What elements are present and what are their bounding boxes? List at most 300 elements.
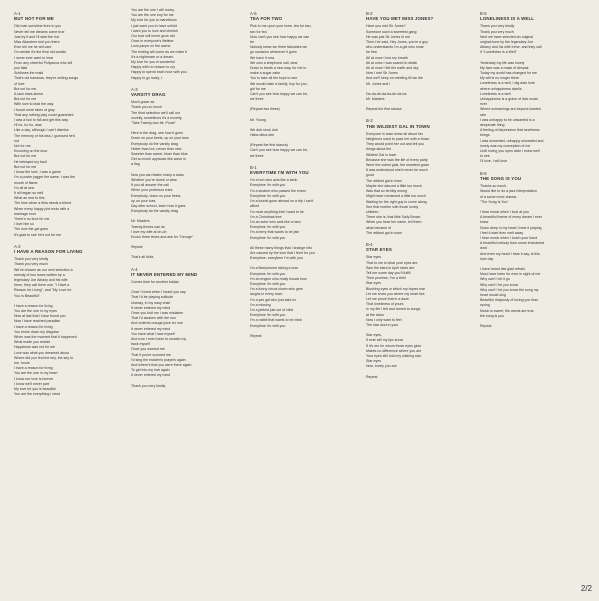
lyric-line: You are the one boy for me — [131, 13, 174, 18]
lyric-line: Uneasy, in my easy chair — [131, 300, 171, 305]
song-title: STAR EYES — [366, 247, 392, 253]
lyric-line: I'm all at sea — [14, 185, 34, 190]
lyric-line: Happy to go lucky, I — [131, 75, 162, 80]
lyric-line: Twenty-threes can do — [131, 224, 165, 229]
lyric-line: river — [480, 102, 487, 107]
lyric-line: That I'd be playing solitude — [131, 295, 174, 300]
lyric-line: girl for me — [250, 86, 266, 91]
lyric-line: lonely was my conception of me — [480, 143, 531, 148]
lyric-line: Why can't I let you know the song my — [480, 287, 539, 292]
lyric-line: Albany and his wife Irene, and they call — [480, 45, 542, 50]
lyric-line: But not for me — [14, 86, 37, 91]
lyric-line: We've chosen as our next selection a — [14, 267, 73, 272]
lyric-line: My face was a mask of despair — [480, 65, 529, 70]
lyric-line: heart would sing — [480, 292, 506, 297]
lyric-line: Happiness was not for me — [14, 345, 56, 350]
song-section — [366, 118, 476, 235]
lyric-line: That to me is what your eyes are — [366, 260, 418, 265]
lyric-line: Beautiful rhapsody of loving you than — [480, 298, 539, 303]
lyric-line: Let me prove that in a daze — [366, 296, 409, 301]
page-number: 2/2 — [580, 584, 592, 593]
lyric-line: Much grace as — [131, 100, 155, 105]
song-section — [131, 8, 241, 81]
lyric-line: Down on your heels, up on your toes — [131, 136, 189, 141]
lyric-line: go occasion whenever it goes — [250, 50, 297, 55]
song-title: TEA FOR TWO — [250, 16, 283, 22]
lyric-line: Sweeter than sweet, bluer than blue — [131, 152, 188, 157]
lyric-line: I'm a Barrymoore taking a bow — [250, 266, 298, 271]
lyric-line: Music is sweet, the words are true, — [480, 308, 535, 313]
lyrics-column — [131, 8, 241, 395]
lyric-line: The love the gal goes — [14, 227, 48, 232]
lyric-line: What made you realize — [14, 340, 51, 345]
lyric-line: If you all answer the call — [131, 183, 169, 188]
lyric-line: Everytime I'm with you — [250, 271, 286, 276]
lyric-line: Repeat the first stanza — [366, 107, 402, 112]
lyric-line: Star eyes — [366, 359, 381, 364]
lyric-line: Thanks so much. — [480, 184, 508, 189]
lyric-line: That any ruthing play could guarantee — [14, 112, 74, 117]
lyric-line: Where did you find the key, the key to — [14, 355, 74, 360]
lyric-line: of love — [14, 81, 25, 86]
lyric-line: Just try it and I'll start the riot — [14, 34, 60, 39]
song-title: EVERYTIME I'M WITH YOU — [250, 170, 309, 176]
lyric-line: You to take all the boys to see — [250, 76, 298, 81]
lyric-line: Now can't you see how happy we can — [250, 34, 310, 39]
lyric-line: Might have romanced a little too much — [366, 194, 426, 199]
lyric-line: be free — [366, 50, 378, 55]
lyric-line: I'm a poster jagger the same, I was the — [14, 175, 76, 180]
lyric-line: I hear music when I touch your hand — [480, 235, 538, 240]
lyric-line: be — [250, 40, 254, 45]
lyric-line: Blushing eyes in which my hopes rise — [366, 286, 425, 291]
lyric-line: A beautiful theme of every dream I ever — [480, 215, 542, 220]
lyric-line: we three — [250, 97, 264, 102]
lyric-line: I love my wife at oh-oh — [131, 229, 167, 234]
lyric-line: It all began so well — [14, 190, 44, 195]
lyric-line: In my life I felt and turned to songs — [366, 307, 421, 312]
lyric-line: (Repeat two times) — [250, 107, 280, 112]
lyric-line: Once you warned me — [131, 347, 165, 352]
lyric-line: Repeat — [131, 245, 143, 250]
lyric-line: That loneliness of yours — [366, 302, 404, 307]
lyric-line: I'd sing the maiden's prayers again — [131, 357, 186, 362]
lyric-line: Mr. Masters — [131, 219, 150, 224]
lyric-line: brings — [480, 133, 490, 138]
lyric-line: You broke down my disguise — [14, 329, 60, 334]
lyric-line: The star dust in your — [366, 322, 399, 327]
lyric-line: That I'd awaken with the sun — [131, 316, 176, 321]
lyric-line: melody of two tunes written by a — [14, 272, 65, 277]
lyric-line: It's a nightmare or a dream — [131, 54, 174, 59]
lyric-line: Then I've said, Hey Jones, you're a guy — [366, 40, 428, 45]
lyric-line: Mr. Jones and I — [366, 81, 391, 86]
lyric-line: Once in everyone's lifetime — [131, 39, 174, 44]
lyric-line: Thank you so much — [131, 105, 162, 110]
lyric-line: good — [366, 173, 374, 178]
lyric-line: I'm most anything that I want to be — [250, 209, 304, 214]
lyric-line: Get so much applause like wave in — [131, 157, 186, 162]
lyric-line: Irene, they call them one, "I Have a — [14, 283, 70, 288]
lyric-line: Never tell me dreams come true — [14, 29, 65, 34]
lyric-line: Everytime I'm with you — [250, 183, 286, 188]
lyric-line: You are the one I will marry, — [131, 8, 175, 12]
lyric-line: things about the — [366, 147, 392, 152]
lyric-line: Now I have reached paradise — [14, 319, 61, 324]
lyric-line: Sublimes the maid — [14, 71, 44, 76]
lyric-line: All at once I felt the earth and sky — [366, 66, 419, 71]
lyric-line: Neighbors used to pass her with a frown — [366, 137, 430, 142]
lyric-line: Where screamings are beyond wanted — [480, 107, 541, 112]
lyric-line: Why can't I let it go — [480, 277, 510, 282]
lyric-line: Nobody knew we three fabulates we — [250, 45, 307, 50]
lyric-line: If ever will my lips know — [366, 338, 404, 343]
lyric-line: Maybe she danced a little too much — [366, 183, 422, 188]
song-section — [480, 11, 590, 165]
lyric-line: Knock three times and ask for "George" — [131, 234, 194, 239]
lyric-line: who understands I'm a gal who must — [366, 45, 424, 50]
lyric-line: land — [480, 246, 487, 251]
lyric-line: Someone such a sweetest gang — [366, 29, 417, 34]
lyric-line: Pick to me upon your knee, tea for two, — [250, 24, 312, 29]
lyric-line: Whether you're dumb or wise — [131, 177, 178, 182]
lyric-line: Your eyes still hold my wishing star — [366, 353, 421, 358]
track-number: B-4 — [366, 241, 373, 247]
lyric-line: Thank you very kindly — [14, 257, 49, 262]
lyric-line: I have a reason for living — [14, 366, 53, 371]
lyric-line: I'm an engine who really knows how — [250, 276, 307, 281]
lyric-line: Down deep in my heart I hear it playing — [480, 225, 542, 230]
lyric-line: Now I only want to feel — [366, 317, 402, 322]
song-section — [366, 242, 476, 380]
lyric-line: They would point her out and tell you — [366, 142, 424, 147]
lyric-line: not — [14, 138, 19, 143]
track-number: B-1 — [250, 164, 257, 170]
lyric-line: Thank you very much — [480, 29, 514, 34]
lyric-line: rain — [480, 112, 486, 117]
song-title: HAVE YOU MET MISS JONES? — [366, 16, 434, 22]
lyric-line: I'm certain it's the final old curtain — [14, 50, 67, 55]
lyric-line: I was a fool to fall and get this way — [14, 118, 69, 123]
lyric-line: Why can't I let you know — [480, 282, 519, 287]
track-number: A-5 — [250, 11, 257, 16]
lyric-line: Thank you very kindly — [480, 24, 515, 29]
lyric-line: And where's that you were there again — [131, 362, 192, 367]
lyric-line: I'll love, I will love — [480, 159, 508, 164]
lyric-line: desperate thing — [480, 123, 505, 128]
lyric-line: afford — [250, 204, 260, 209]
lyric-line: spring — [480, 303, 490, 308]
lyric-line: What an end to this — [14, 196, 45, 201]
lyric-line: where unhappiness dwells — [480, 86, 522, 91]
lyric-line: Let me show you where my heart lies — [366, 291, 425, 296]
song-section — [250, 165, 360, 339]
lyric-line: Repeat — [366, 374, 378, 379]
lyric-line: up on your toes — [131, 198, 156, 203]
song-title: THE SONG IS YOU — [480, 176, 522, 182]
lyric-line: Da-da-de-da-ba-de-da-ba — [366, 91, 407, 96]
lyric-line: Can't you see how happy we can be, — [250, 148, 308, 153]
song-section — [250, 11, 360, 159]
lyric-line: Star eyes — [366, 281, 381, 286]
lyric-line: All at once I lost my breath — [366, 55, 408, 60]
lyrics-column — [14, 8, 124, 403]
lyric-line: It never entered my mind — [131, 373, 171, 378]
lyric-line: Tell me some day you'll fulfill — [366, 270, 411, 275]
lyric-line: I'm a berry that wants to be jam — [250, 230, 300, 235]
lyric-line: Love jumps on the scene — [131, 44, 171, 49]
lyric-line: I love him so — [14, 222, 34, 227]
lyric-line: And even my heart I hear it say, is this — [480, 251, 540, 256]
lyric-line: Mr. Masters — [366, 97, 385, 102]
lyric-line: He was just Sir Jones to me — [366, 34, 410, 39]
lyric-line: "Take Twenty-two Mr. Poule" — [131, 121, 176, 126]
lyric-line: Would like to do a jazz interpretation — [480, 189, 538, 194]
lyric-line: My love for you is marvellous — [131, 18, 177, 23]
lyric-line: You are the one in my heart — [14, 371, 58, 376]
lyric-line: You are the everything I need — [14, 392, 61, 397]
lyric-line: I'm a funny circus clown who gets — [250, 287, 303, 292]
song-title: I HAVE A REASON FOR LIVING — [14, 249, 83, 255]
lyric-line: I'm a Christmas tree — [250, 214, 282, 219]
lyric-line: But not for me — [14, 97, 37, 102]
lyric-line: If it's me for whom those eyes glow — [366, 343, 422, 348]
lyric-line: at the skies — [366, 312, 384, 317]
song-section — [14, 11, 124, 238]
lyric-line: Everybody do the varsity drag — [131, 209, 178, 214]
lyric-line: I hear music when I look at you — [480, 209, 529, 214]
lyric-line: We dub shub dub — [250, 127, 278, 132]
song-section — [131, 87, 241, 261]
lyric-line: Their promise, I've a thrill — [366, 276, 406, 281]
lyric-line: It never entered my mind — [131, 305, 171, 310]
lyric-line: (Repeat the first stanza) — [250, 143, 288, 148]
lyric-line: a flag — [131, 162, 140, 167]
lyric-line: Day after school, learn how it goes — [131, 203, 186, 208]
lyric-line: Everytime I'm with you — [250, 225, 286, 230]
lyric-line: The ending will come as we make it — [131, 49, 187, 54]
lyric-line: Once you told me I was mistaken — [131, 310, 184, 315]
lyric-line: There's no knot for me — [14, 216, 50, 221]
lyric-line: marriage knot — [14, 211, 36, 216]
lyric-line: You are the one in my eyes — [14, 308, 57, 313]
lyric-line: It was understood she'd never be much — [366, 168, 428, 173]
lyric-line: I'm an actor who acts like a ham — [250, 219, 301, 224]
lyric-line: Saw the stars in April skies are — [366, 265, 415, 270]
lyric-line: original tune by the legendary Joe — [480, 40, 534, 45]
lyric-line: legendary Joe Albany and his wife — [14, 277, 68, 282]
lyric-line: Thank you very much — [14, 262, 48, 267]
lyric-line: I feel it start then melt away — [480, 230, 524, 235]
lyric-line: the song is you — [480, 313, 504, 318]
lyric-line: With love to lead the way — [14, 102, 54, 107]
lyric-line: me, hours — [14, 361, 30, 365]
lyric-line: That's all folks — [131, 255, 154, 260]
lyric-line: Everybody, down on your heels, — [131, 193, 182, 198]
lyric-line: A-lack stars above — [14, 92, 44, 97]
lyric-line: I'm a jailbird just out of clink — [250, 307, 294, 312]
lyric-line: I'm a missing — [250, 302, 271, 307]
lyric-line: I'm a hon who acts like a lamb — [250, 178, 298, 183]
lyric-line: I was unhappy to be unwanted is a — [480, 117, 535, 122]
song-section — [480, 171, 590, 329]
lyric-line: Everytime I'm with you — [250, 235, 286, 240]
lyric-line: Happy with no reason to cry — [131, 65, 175, 70]
lyric-line: That if you're scorned me — [131, 352, 171, 357]
track-number: B-2 — [366, 11, 373, 16]
song-section — [131, 267, 241, 389]
lyric-line: Makes no difference where you are — [366, 348, 422, 353]
lyric-line: I never ever want to hear — [14, 55, 54, 60]
song-title: VARSITY DRAG — [131, 92, 166, 98]
lyric-line: Everytime I'm with you — [250, 313, 286, 318]
lyric-line: laughs in every town — [250, 292, 283, 297]
lyric-line: Now you can fasten many a class — [131, 172, 184, 177]
lyrics-column — [366, 8, 476, 386]
lyric-line: Repeat — [480, 323, 492, 328]
lyric-line: Unhappiness is a grave of lack moan — [480, 97, 539, 102]
lyric-line: When you hear her name, tell them — [366, 220, 422, 225]
song-title: BUT NOT FOR ME — [14, 16, 54, 22]
lyric-line: A feeling of depression that loneliness — [480, 128, 540, 133]
lyric-line: you fake — [14, 66, 28, 71]
lyric-line: Miss Aitanders told you there — [14, 40, 60, 45]
lyric-line: Here is the drag, see how it goes — [131, 131, 183, 136]
lyric-line: Was that so terribly wrong — [366, 189, 407, 194]
lyric-line: And ordered orange juice for one — [131, 321, 183, 326]
lyric-line: make a sugar cake — [250, 71, 280, 76]
lyric-line: Thank you very kindly — [131, 383, 166, 388]
lyric-line: I have heard this glad refrain — [480, 266, 525, 271]
lyric-line: novelty, sometimes it's a novelty, — [131, 115, 183, 120]
song-title: THE WILDEST GAL IN TOWN — [366, 123, 430, 129]
lyric-line: And we'll keep on meeting till we die — [366, 76, 423, 81]
lyric-line: I found more skies of gray — [14, 107, 55, 112]
lyric-line: back myself — [131, 342, 150, 347]
lyric-line: The wildest gal in town — [366, 178, 402, 183]
lyric-line: Now I met Sir Jones — [366, 71, 398, 76]
lyric-line: Everybody do the varsity drag — [131, 141, 178, 146]
lyric-line: The third selection we'll call our — [131, 110, 181, 115]
lyric-line: Happy to spend each hour with you — [131, 70, 187, 75]
lyric-line: Love was what you dreamed about — [14, 350, 70, 355]
track-number: B-3 — [366, 118, 373, 124]
song-section — [14, 244, 124, 398]
lyric-line: I'm a rabbit that wants to be mink — [250, 318, 302, 323]
lyric-line: Mr. Young — [250, 117, 266, 122]
lyric-line: Star eyes, — [366, 333, 382, 338]
lyric-line: Today my world has changed for me — [480, 71, 537, 76]
lyric-line: You have what I lack myself — [131, 331, 175, 336]
lyric-line: Wore the cutest gals, the smartest gown — [366, 163, 430, 168]
lyric-line: Like a day, although I can't dismiss — [14, 128, 69, 133]
lyric-line: Loneliness is a well, I dig dark hole — [480, 81, 535, 86]
lyric-line: Repeat — [250, 333, 262, 338]
lyric-line: Old man sunshine lives in you — [14, 24, 62, 29]
lyric-line: All at once I was scared to death — [366, 60, 418, 65]
track-number: A-4 — [131, 266, 138, 272]
lyric-line: it "Loneliness Is a Well" — [480, 50, 517, 55]
lyric-line: Have you met Sir Jones? — [366, 24, 406, 29]
lyric-line: I want you to love and cherish — [131, 28, 178, 33]
lyric-line: I'm a tourist gone abroad on a trip I can't — [250, 199, 314, 204]
lyric-line: My love for you is beautiful — [14, 387, 56, 392]
lyric-line: The wildest gal in town — [366, 230, 402, 235]
lyric-line: "The Song Is You" — [480, 199, 509, 204]
lyric-line: I'm a yes gal who just said no — [250, 297, 297, 302]
lyric-line: There she is, that little Sally Brown — [366, 215, 421, 220]
lyric-line: we three — [250, 153, 264, 158]
lyric-line: Everytime I'm with you — [250, 323, 286, 328]
lyric-line: Haba deba dee — [250, 133, 275, 138]
lyric-line: love day — [480, 256, 494, 261]
lyric-line: Until loving you open wide I knew well — [480, 149, 540, 154]
lyric-line: I know we'll never part — [14, 381, 49, 386]
lyric-line: Reason for Living", and "My Love for — [14, 288, 72, 293]
lyric-line: From any cheerful Pollyanna who tell — [14, 60, 73, 65]
lyric-line: He betrayed my fault — [14, 159, 47, 164]
lyric-line: When every happy plot ends with a — [14, 206, 70, 211]
lyric-line: When was the moment that it happened — [14, 334, 77, 339]
song-title: IT NEVER ENTERED MY MIND — [131, 271, 198, 277]
lyric-line: Wildest Gal in town — [366, 152, 397, 157]
lyric-line: mouth of flame — [14, 180, 38, 185]
lyric-line: It never entered my mind — [131, 326, 171, 331]
lyric-line: You Is Beautiful" — [14, 293, 40, 298]
lyric-line: Ever tell me he will care — [14, 45, 52, 50]
lyric-line: Hotter than hot, newer than new — [131, 146, 182, 151]
lyric-line: Star eyes — [366, 255, 381, 260]
lyric-line: My love for you is wonderful — [131, 60, 175, 65]
lyric-line: All these many things that I change into — [250, 245, 312, 250]
lyric-line: I just want you to have unfold — [131, 23, 177, 28]
lyric-line: Once I loved when I heard you say — [131, 290, 186, 295]
lyric-line: Because she was the life of every party — [366, 157, 428, 162]
lyric-line: I have a reason for living — [14, 303, 53, 308]
lyric-line: We have it now — [250, 55, 275, 60]
lyric-line: Can't you see how happy we can be, — [250, 92, 308, 97]
lyric-line: I have a reason for living — [14, 324, 53, 329]
lyric-line: We would raise a family, boy for you, — [250, 81, 308, 86]
track-number: B-6 — [480, 170, 487, 176]
lyric-line: Everytime I'm with you — [250, 193, 286, 198]
lyric-line: The time when a fella needs a friend — [14, 201, 72, 206]
lyric-line: Hi ho, ho ho, alas — [14, 123, 42, 128]
lyric-line: To get into my hair again — [131, 368, 170, 373]
track-number: B-5 — [480, 11, 487, 16]
lyric-line: children — [366, 209, 379, 214]
track-number: A-2 — [14, 243, 21, 249]
lyric-line: of a some more classic, — [480, 194, 518, 199]
lyric-line: But not for me — [14, 164, 37, 169]
lyric-line: Now at last that I have found you — [14, 314, 66, 319]
lyric-line: Now, lovely you are — [366, 364, 397, 369]
song-section — [366, 11, 476, 112]
lyric-line: My will is no longer there — [480, 76, 520, 81]
lyric-line: Comes time for another ballad. — [131, 279, 180, 284]
track-number: A-1 — [14, 11, 21, 16]
lyric-line: But not for me — [14, 154, 37, 159]
lyric-line: Must have been for ever in sight of me — [480, 272, 541, 277]
lyric-line: We own a telephone call, dear — [250, 60, 298, 65]
lyrics-column — [250, 8, 360, 345]
lyric-line: Our love will never grow old — [131, 34, 175, 39]
lyric-line: Next we have selected an original — [480, 34, 534, 39]
lyrics-column — [480, 8, 590, 335]
lyric-line: I know the love, I was a game — [14, 170, 61, 175]
lyric-line: The memory of his kiss, I guessed he's — [14, 133, 76, 138]
lyric-line: Everytime, everytime I'm with you — [250, 256, 303, 261]
